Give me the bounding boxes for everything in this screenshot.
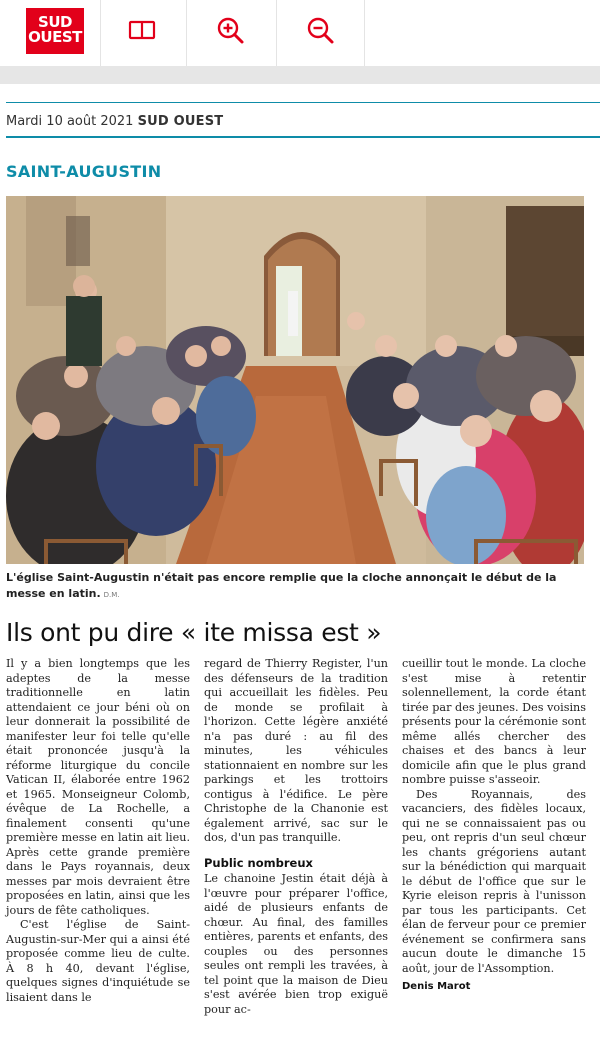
logo-line-2: OUEST <box>28 28 82 46</box>
toolbar-divider <box>186 0 187 66</box>
sud-ouest-logo[interactable] <box>26 8 84 54</box>
article-author: Denis Marot <box>402 981 471 992</box>
church-interior-photo <box>6 196 584 564</box>
zoom-in-icon <box>214 14 246 46</box>
paragraph: cueillir tout le monde. La cloche s'est mise à retentir solennellement, la corde étant tirée par des jeunes. Des voisins présents pour la cérémonie sont même allés chercher des chaises et des bancs à leur domicile afin que le plus grand nombre puisse s'asseoir. <box>402 657 586 786</box>
page-view-button[interactable] <box>126 14 158 46</box>
header-rule-thick <box>6 136 600 138</box>
article-column-2 <box>204 657 388 1017</box>
article-column-3 <box>402 657 586 995</box>
publication-name: SUD OUEST <box>137 114 224 129</box>
book-icon <box>126 14 158 46</box>
photo-credit: D.M. <box>103 591 120 599</box>
article-column-1 <box>6 657 190 1005</box>
zoom-in-button[interactable] <box>214 14 246 46</box>
article-photo <box>6 196 584 564</box>
toolbar-shadow-band <box>0 66 600 84</box>
paragraph: Des Royannais, des vacanciers, des fidèles locaux, qui ne se connaissaient pas ou peu, ont repris d'un seul chœur les chants grégoriens autant sur la bénédiction qui marquait le début de l'office que sur le Kyrie eleison repris à l'unisson par tous les participants. Cet élan de ferveur pour ce premier événement se confirmera sans aucun doute le dimanche 15 août, jour de l'Assomption. <box>402 787 586 975</box>
paragraph: C'est l'église de Saint-Augustin-sur-Mer qui a ainsi été proposée comme lieu de culte. À 8 h 40, devant l'église, quelques signes d'inquiétude se lisaient dans le <box>6 918 190 1004</box>
paragraph: Le chanoine Jestin était déjà à l'œuvre pour préparer l'office, aidé de plusieurs enfants de chœur. Au final, des familles entières, parents et enfants, des couples ou des personnes seules ont rempli les travées, à tel point que la maison de Dieu s'est avérée bien trop exiguë pour ac- <box>204 872 388 1016</box>
zoom-out-icon <box>304 14 336 46</box>
issue-date: Mardi 10 août 2021 <box>6 114 134 129</box>
paragraph: regard de Thierry Register, l'un des défenseurs de la tradition qui accueillait les fidèles. Peu de monde se profilait à l'horizon. Cette légère anxiété n'a pas duré : au fil des minutes, les véhicules stationnaient en nombre sur les parkings et les trottoirs contigus à l'édifice. Le père Christophe de la Chanonie est également arrivé, sac sur le dos, d'un pas tranquille. <box>204 657 388 844</box>
article-subhead: Public nombreux <box>204 855 313 870</box>
caption-text: L'église Saint-Augustin n'était pas encore remplie que la cloche annonçait le début de la messe en latin. <box>6 571 557 600</box>
section-title: SAINT-AUGUSTIN <box>6 162 162 181</box>
paragraph: Il y a bien longtemps que les adeptes de la messe traditionnelle en latin attendaient ce jour béni où on leur donnerait la possibilité de manifester leur foi telle qu'elle était prononcée jusqu'à la réforme liturgique du concile Vatican II, élaborée entre 1962 et 1965. Monseigneur Colomb, évêque de La Rochelle, a finalement consenti qu'une première messe en latin ait lieu. Après cette grande première dans le Pays royannais, deux messes par mois devraient être proposées en latin, ainsi que les jours de fête catholiques. <box>6 657 190 917</box>
header-rule <box>6 102 600 103</box>
toolbar-divider <box>276 0 277 66</box>
zoom-out-button[interactable] <box>304 14 336 46</box>
logo-line-1: SUD <box>38 13 72 31</box>
photo-caption <box>6 570 586 603</box>
article-headline: Ils ont pu dire « ite missa est » <box>6 618 382 647</box>
viewer-toolbar <box>0 0 600 67</box>
page-dateline <box>6 114 223 129</box>
toolbar-divider <box>364 0 365 66</box>
toolbar-divider <box>100 0 101 66</box>
